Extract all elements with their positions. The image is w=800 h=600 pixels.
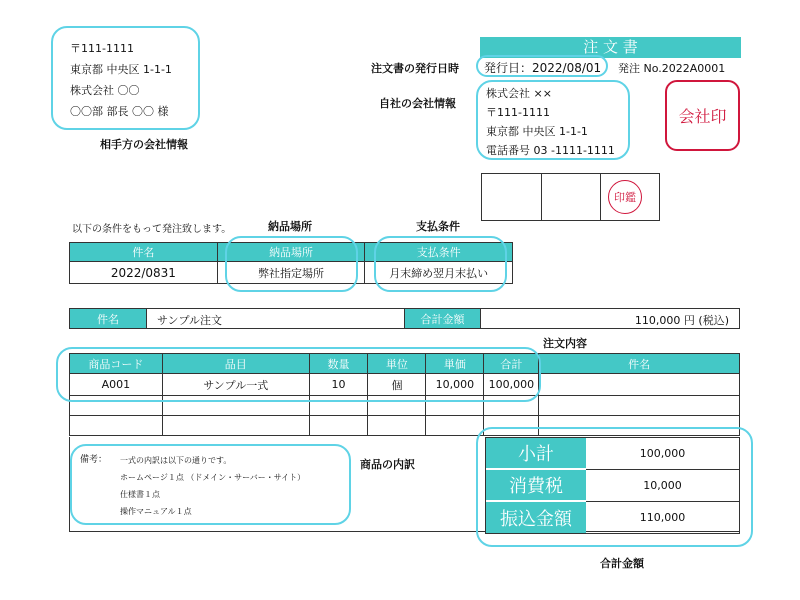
items-callout bbox=[56, 347, 541, 402]
company-seal bbox=[665, 80, 740, 151]
remarks-line: 一式の内訳は以下の通りです。 bbox=[120, 456, 232, 465]
transfer-label: 振込金額 bbox=[486, 502, 586, 533]
delivery-callout bbox=[225, 236, 358, 292]
conditions-header-subject: 件名 bbox=[70, 243, 218, 262]
stamp-box-1 bbox=[481, 173, 542, 221]
transfer-value: 110,000 bbox=[639, 511, 686, 524]
remarks-line: 仕様書１点 bbox=[120, 490, 160, 499]
remarks-label: 備考： bbox=[80, 455, 108, 465]
item-subject bbox=[539, 374, 740, 396]
recipient-info-label: 相手方の会社情報 bbox=[100, 138, 188, 151]
items-header-qty: 数量 bbox=[309, 354, 368, 374]
subject-value: サンプル注文 bbox=[157, 314, 223, 327]
subtotal-label: 小計 bbox=[486, 438, 586, 470]
item-subject bbox=[539, 396, 740, 416]
tax-value: 10,000 bbox=[586, 470, 739, 502]
item-name: サンプル一式 bbox=[162, 374, 309, 396]
total-amount-label: 合計金額 bbox=[600, 557, 644, 570]
recipient-company: 株式会社 〇〇 bbox=[70, 84, 140, 97]
remarks-line: ホームページ１点 （ドメイン・サーバー・サイト） bbox=[120, 473, 306, 482]
inkan-stamp bbox=[608, 180, 642, 214]
delivery-place-label: 納品場所 bbox=[268, 220, 312, 233]
tax-label: 消費税 bbox=[486, 470, 586, 502]
item-qty bbox=[309, 416, 368, 436]
item-breakdown-label: 商品の内訳 bbox=[360, 458, 415, 471]
items-header-total: 合計 bbox=[484, 354, 539, 374]
subject-label: 件名 bbox=[69, 308, 147, 329]
payment-callout bbox=[374, 236, 507, 292]
conditions-header-payment: 支払条件 bbox=[365, 243, 513, 262]
remarks-lines bbox=[120, 452, 305, 520]
company-seal-text: 会社印 bbox=[678, 107, 727, 126]
items-header-subject: 件名 bbox=[539, 354, 740, 374]
subject-total-cell bbox=[480, 308, 740, 329]
item-total: 100,000 bbox=[484, 374, 539, 396]
own-company-name: 株式会社 ×× bbox=[486, 87, 552, 100]
own-company-label: 自社の会社情報 bbox=[379, 97, 456, 110]
own-company-info bbox=[486, 84, 615, 160]
own-company-postal: 〒111-1111 bbox=[486, 106, 550, 119]
document-title: 注 文 書 bbox=[480, 37, 741, 58]
conditions-subject-value: 2022/0831 bbox=[70, 262, 218, 284]
item-price: 10,000 bbox=[426, 374, 484, 396]
summary-callout bbox=[476, 427, 753, 547]
inkan-stamp-text: 印鑑 bbox=[614, 191, 636, 204]
conditions-header-delivery: 納品場所 bbox=[217, 243, 365, 262]
subject-value-cell bbox=[146, 308, 405, 329]
subject-total-value: 110,000 円 (税込) bbox=[634, 314, 729, 327]
stamp-box-2 bbox=[541, 173, 601, 221]
remarks-line: 操作マニュアル１点 bbox=[120, 507, 192, 516]
item-price bbox=[426, 416, 484, 436]
own-company-address: 東京都 中央区 1-1-1 bbox=[486, 125, 588, 138]
items-header-price: 単価 bbox=[426, 354, 484, 374]
issue-date: 発行日：2022/08/01 bbox=[484, 61, 602, 75]
issue-datetime-label: 注文書の発行日時 bbox=[371, 62, 459, 75]
subtotal-value: 100,000 bbox=[586, 438, 739, 470]
order-number: 発注 No.2022A0001 bbox=[618, 62, 726, 75]
item-qty: 10 bbox=[309, 374, 368, 396]
items-header-unit: 単位 bbox=[368, 354, 426, 374]
order-content-label: 注文内容 bbox=[543, 337, 587, 350]
item-name bbox=[162, 416, 309, 436]
recipient-info bbox=[70, 38, 172, 122]
items-header-code: 商品コード bbox=[70, 354, 163, 374]
payment-terms-label: 支払条件 bbox=[416, 220, 460, 233]
recipient-address: 東京都 中央区 1-1-1 bbox=[70, 63, 172, 76]
item-code: A001 bbox=[70, 374, 163, 396]
subject-total-label: 合計金額 bbox=[404, 308, 481, 329]
recipient-postal: 〒111-1111 bbox=[70, 42, 134, 55]
item-unit: 個 bbox=[368, 374, 426, 396]
own-company-phone: 電話番号 03 -1111-1111 bbox=[486, 144, 615, 157]
items-header-name: 品目 bbox=[162, 354, 309, 374]
recipient-person: 〇〇部 部長 〇〇 様 bbox=[70, 105, 169, 118]
conditions-intro: 以下の条件をもって発注致します。 bbox=[72, 224, 232, 235]
conditions-delivery-value: 弊社指定場所 bbox=[217, 262, 365, 284]
conditions-payment-value: 月末締め翌月末払い bbox=[365, 262, 513, 284]
item-code bbox=[70, 416, 163, 436]
item-unit bbox=[368, 416, 426, 436]
